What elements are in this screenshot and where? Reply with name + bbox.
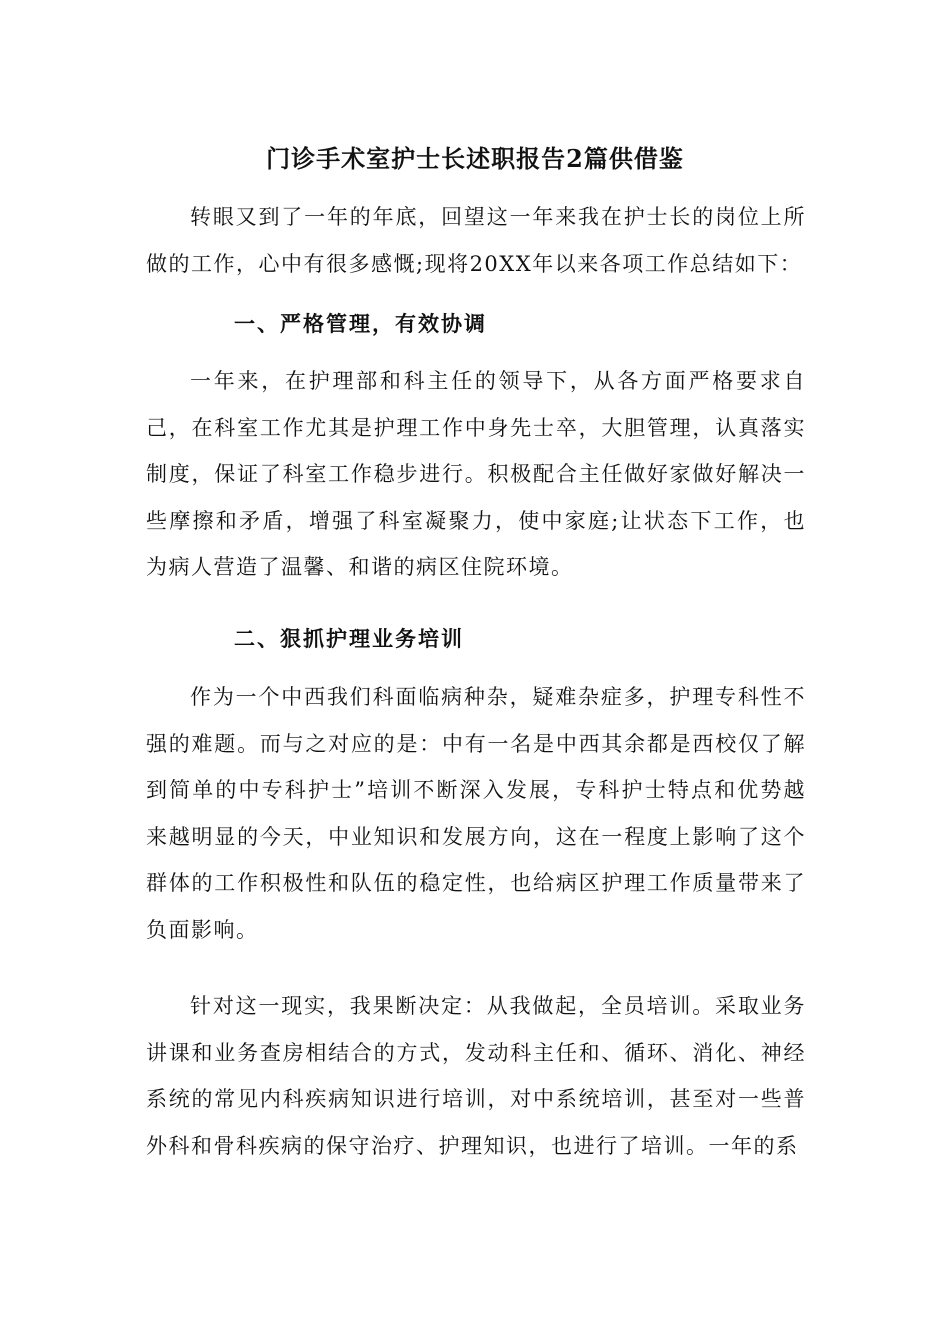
document-title: 门诊手术室护士长述职报告2篇供借鉴: [266, 144, 684, 173]
section2-paragraph: 作为一个中西我们科面临病种杂，疑难杂症多，护理专科性不强的难题。而与之对应的是：中有一名是中西其余都是西校仅了解到简单的中专科护士”培训不断深入发展，专科护士特点和优势越来越明显的今天，中业知识和发展方向，这在一程度上影响了这个群体的工作积极性和队伍的稳定性，也给病区护理工作质量带来了负面影响。: [146, 685, 806, 942]
section2-paragraph-2: 针对这一现实，我果断决定：从我做起，全员培训。采取业务讲课和业务查房相结合的方式，发动科主任和、循环、消化、神经系统的常见内科疾病知识进行培训，对中系统培训，甚至对一些普外科和骨科疾病的保守治疗、护理知识，也进行了培训。一年的系: [146, 994, 806, 1158]
section1-paragraph: 一年来，在护理部和科主任的领导下，从各方面严格要求自己，在科室工作尤其是护理工作中身先士卒，大胆管理，认真落实制度，保证了科室工作稳步进行。积极配合主任做好家做好解决一些摩擦和矛盾，增强了科室凝聚力，使中家庭;让状态下工作，也为病人营造了温馨、和谐的病区住院环境。: [146, 369, 806, 579]
intro-paragraph: 转眼又到了一年的年底，回望这一年来我在护士长的岗位上所做的工作，心中有很多感慨;现将20XX年以来各项工作总结如下：: [146, 205, 806, 276]
section-heading-2: 二、狠抓护理业务培训: [234, 626, 464, 651]
section-heading-1: 一、严格管理，有效协调: [234, 311, 487, 336]
